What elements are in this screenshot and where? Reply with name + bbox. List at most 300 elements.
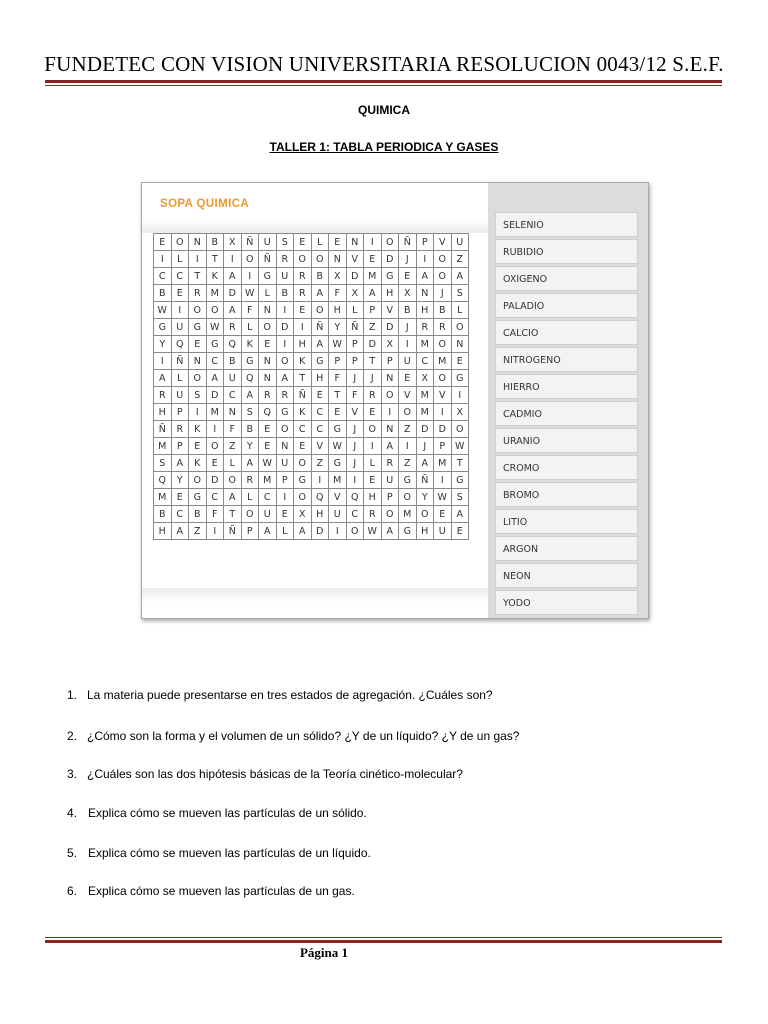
grid-cell: O [381,506,399,523]
grid-cell: I [416,251,434,268]
grid-cell: Ñ [311,319,329,336]
grid-cell: A [451,506,469,523]
grid-cell: O [451,319,469,336]
grid-cell: R [241,472,259,489]
grid-cell: P [416,234,434,251]
grid-cell: C [259,489,277,506]
grid-cell: E [364,251,382,268]
grid-cell: E [171,489,189,506]
grid-cell: I [399,336,417,353]
grid-cell: D [276,319,294,336]
grid-cell: O [294,251,312,268]
puzzle-title: SOPA QUIMICA [160,198,250,210]
grid-cell: A [206,370,224,387]
grid-cell: N [276,438,294,455]
grid-cell: B [206,234,224,251]
grid-cell: G [206,336,224,353]
grid-cell: Ñ [224,523,242,540]
word-list-item: OXIGENO [495,266,638,291]
grid-cell: O [276,421,294,438]
word-list-item: SELENIO [495,212,638,237]
grid-row [154,404,469,421]
grid-cell: B [241,421,259,438]
grid-cell: L [364,455,382,472]
grid-row [154,387,469,404]
grid-cell: E [171,285,189,302]
grid-cell: A [294,523,312,540]
grid-cell: H [364,489,382,506]
grid-row [154,472,469,489]
workshop-title-text: TALLER 1: TABLA PERIODICA Y GASES [269,140,499,154]
grid-cell: K [294,404,312,421]
grid-cell: R [294,268,312,285]
grid-cell: L [259,285,277,302]
grid-cell: O [294,455,312,472]
grid-cell: I [276,336,294,353]
grid-cell: R [294,285,312,302]
word-list-item: YODO [495,590,638,615]
grid-cell: N [224,404,242,421]
grid-cell: L [171,251,189,268]
grid-cell: I [346,472,364,489]
grid-cell: H [294,336,312,353]
grid-row [154,506,469,523]
grid-cell: H [416,302,434,319]
grid-cell: C [416,353,434,370]
grid-cell: S [276,234,294,251]
word-list-item: CADMIO [495,401,638,426]
grid-cell: B [154,285,172,302]
grid-row [154,523,469,540]
grid-cell: O [434,370,452,387]
grid-cell: O [259,319,277,336]
grid-cell: M [259,472,277,489]
grid-cell: G [329,455,347,472]
grid-cell: T [206,251,224,268]
grid-cell: I [189,404,207,421]
grid-cell: G [259,268,277,285]
grid-cell: L [451,302,469,319]
grid-cell: I [381,404,399,421]
grid-cell: B [276,285,294,302]
grid-cell: V [346,251,364,268]
grid-cell: E [451,523,469,540]
grid-cell: E [206,455,224,472]
grid-cell: R [276,387,294,404]
panel-shading-top [142,219,488,233]
grid-cell: C [154,268,172,285]
grid-cell: P [346,353,364,370]
grid-cell: U [329,506,347,523]
grid-cell: Q [241,370,259,387]
grid-cell: N [381,370,399,387]
grid-cell: E [399,268,417,285]
grid-cell: J [364,370,382,387]
grid-cell: A [416,268,434,285]
grid-cell: Y [416,489,434,506]
grid-cell: S [189,387,207,404]
grid-row [154,302,469,319]
grid-cell: F [329,285,347,302]
grid-cell: E [329,234,347,251]
grid-cell: P [241,523,259,540]
grid-cell: U [171,319,189,336]
grid-cell: O [381,234,399,251]
grid-cell: C [311,404,329,421]
grid-cell: P [276,472,294,489]
grid-cell: E [189,438,207,455]
question-text: ¿Cómo son la forma y el volumen de un sólido? ¿Y de un líquido? ¿Y de un gas? [87,729,520,743]
grid-cell: E [451,353,469,370]
grid-cell: C [311,421,329,438]
grid-cell: J [399,251,417,268]
grid-cell: W [259,455,277,472]
grid-cell: Ñ [416,472,434,489]
panel-shading-bottom [142,588,488,602]
grid-cell: R [189,285,207,302]
word-list-item: NITROGENO [495,347,638,372]
grid-cell: V [346,404,364,421]
letter-grid [153,233,469,540]
question-number: 5. [67,846,78,860]
grid-cell: L [241,489,259,506]
grid-cell: R [434,319,452,336]
grid-row [154,438,469,455]
grid-cell: L [171,370,189,387]
grid-cell: N [451,336,469,353]
word-list-item: PALADIO [495,293,638,318]
grid-cell: D [416,421,434,438]
grid-cell: A [311,336,329,353]
grid-cell: B [434,302,452,319]
grid-cell: E [364,472,382,489]
grid-cell: G [399,523,417,540]
grid-cell: N [189,234,207,251]
grid-cell: K [241,336,259,353]
grid-cell: R [416,319,434,336]
grid-cell: W [364,523,382,540]
grid-cell: W [206,319,224,336]
grid-cell: C [224,387,242,404]
grid-cell: P [381,353,399,370]
grid-cell: I [329,523,347,540]
grid-cell: O [206,438,224,455]
word-list-item: CROMO [495,455,638,480]
grid-cell: Q [259,404,277,421]
grid-cell: M [434,455,452,472]
grid-cell: I [224,251,242,268]
grid-cell: S [451,285,469,302]
grid-cell: O [451,421,469,438]
grid-cell: A [241,455,259,472]
grid-cell: L [241,319,259,336]
grid-cell: T [451,455,469,472]
grid-cell: U [259,506,277,523]
grid-cell: L [276,523,294,540]
grid-cell: O [189,370,207,387]
grid-cell: N [381,421,399,438]
word-list [495,212,638,617]
grid-cell: F [346,387,364,404]
grid-row [154,353,469,370]
grid-cell: J [346,438,364,455]
grid-cell: I [451,387,469,404]
grid-cell: O [224,472,242,489]
question-item [67,806,367,820]
grid-row [154,421,469,438]
grid-cell: A [276,370,294,387]
question-number: 3. [67,767,78,781]
grid-cell: X [416,370,434,387]
grid-cell: P [346,336,364,353]
grid-cell: Y [154,336,172,353]
grid-cell: D [311,523,329,540]
grid-cell: N [189,353,207,370]
question-number: 2. [67,729,78,743]
grid-cell: B [224,353,242,370]
grid-cell: Q [154,472,172,489]
grid-cell: I [154,353,172,370]
grid-cell: Ñ [346,319,364,336]
grid-cell: V [311,438,329,455]
grid-cell: Ñ [259,251,277,268]
grid-cell: K [206,268,224,285]
question-item [67,729,519,743]
grid-cell: P [434,438,452,455]
grid-cell: B [189,506,207,523]
grid-cell: A [224,268,242,285]
grid-cell: V [434,234,452,251]
grid-cell: R [276,251,294,268]
grid-cell: W [241,285,259,302]
grid-cell: I [276,489,294,506]
footer-rule [45,937,722,943]
grid-cell: A [311,285,329,302]
grid-cell: U [276,268,294,285]
grid-cell: O [241,506,259,523]
grid-cell: O [171,234,189,251]
grid-cell: A [171,523,189,540]
grid-cell: I [364,438,382,455]
grid-cell: Z [451,251,469,268]
grid-cell: M [416,336,434,353]
grid-cell: H [154,404,172,421]
grid-cell: U [224,370,242,387]
grid-cell: O [381,387,399,404]
grid-cell: I [434,404,452,421]
grid-cell: T [189,268,207,285]
grid-cell: O [399,404,417,421]
grid-cell: G [451,370,469,387]
grid-cell: O [189,472,207,489]
grid-cell: G [189,489,207,506]
grid-cell: K [189,421,207,438]
word-list-panel [488,183,648,618]
grid-cell: I [189,251,207,268]
grid-cell: D [381,319,399,336]
question-item [67,767,463,781]
grid-cell: A [381,523,399,540]
grid-cell: Q [311,489,329,506]
grid-cell: P [171,438,189,455]
grid-cell: M [416,387,434,404]
grid-cell: O [399,489,417,506]
grid-cell: K [294,353,312,370]
grid-cell: M [154,489,172,506]
grid-cell: Y [171,472,189,489]
grid-cell: E [259,336,277,353]
grid-cell: U [381,472,399,489]
grid-cell: J [434,285,452,302]
subject-title: QUIMICA [358,103,410,117]
grid-cell: U [399,353,417,370]
grid-cell: A [451,268,469,285]
grid-cell: H [381,285,399,302]
grid-cell: E [294,302,312,319]
grid-cell: V [329,489,347,506]
grid-cell: G [381,268,399,285]
grid-cell: Ñ [154,421,172,438]
grid-row [154,268,469,285]
grid-cell: T [329,387,347,404]
grid-cell: X [451,404,469,421]
grid-cell: I [276,302,294,319]
grid-cell: R [259,387,277,404]
grid-cell: I [364,234,382,251]
grid-cell: O [416,506,434,523]
grid-cell: M [416,404,434,421]
word-list-item: LITIO [495,509,638,534]
grid-cell: T [224,506,242,523]
grid-cell: S [241,404,259,421]
grid-cell: E [294,234,312,251]
grid-cell: J [346,421,364,438]
grid-cell: G [329,421,347,438]
grid-cell: X [294,506,312,523]
grid-cell: A [364,285,382,302]
grid-cell: Z [224,438,242,455]
grid-cell: L [311,234,329,251]
grid-cell: H [311,506,329,523]
grid-cell: Z [364,319,382,336]
grid-cell: I [311,472,329,489]
grid-cell: D [206,387,224,404]
grid-cell: H [329,302,347,319]
grid-cell: B [311,268,329,285]
question-text: Explica cómo se mueven las partículas de un gas. [88,884,355,898]
grid-cell: Q [224,336,242,353]
document-header-title: FUNDETEC CON VISION UNIVERSITARIA RESOLUCION 0043/12 S.E.F. [44,52,724,76]
grid-cell: G [241,353,259,370]
word-list-item: BROMO [495,482,638,507]
grid-cell: M [399,506,417,523]
grid-row [154,234,469,251]
word-list-item: URANIO [495,428,638,453]
grid-cell: X [381,336,399,353]
grid-cell: I [154,251,172,268]
grid-row [154,489,469,506]
grid-cell: G [451,472,469,489]
grid-cell: R [171,421,189,438]
grid-cell: D [346,268,364,285]
grid-cell: A [171,455,189,472]
grid-cell: Ñ [294,387,312,404]
grid-cell: C [206,353,224,370]
grid-cell: P [381,489,399,506]
grid-cell: O [276,353,294,370]
question-text: Explica cómo se mueven las partículas de un sólido. [88,806,367,820]
grid-cell: R [224,319,242,336]
grid-cell: D [224,285,242,302]
grid-cell: I [206,421,224,438]
grid-cell: O [434,268,452,285]
grid-cell: O [346,523,364,540]
grid-cell: A [224,489,242,506]
grid-cell: F [241,302,259,319]
question-text: La materia puede presentarse en tres estados de agregación. ¿Cuáles son? [87,688,493,702]
grid-cell: Q [171,336,189,353]
question-number: 1. [67,688,78,702]
grid-cell: O [241,251,259,268]
grid-cell: V [399,387,417,404]
grid-cell: X [346,285,364,302]
grid-cell: H [154,523,172,540]
grid-cell: V [434,387,452,404]
grid-cell: J [416,438,434,455]
grid-cell: A [224,302,242,319]
grid-cell: W [154,302,172,319]
grid-cell: U [171,387,189,404]
grid-cell: I [434,472,452,489]
grid-cell: Y [329,319,347,336]
grid-cell: E [329,404,347,421]
grid-cell: Y [241,438,259,455]
grid-row [154,285,469,302]
grid-cell: E [294,438,312,455]
grid-cell: D [206,472,224,489]
grid-cell: D [434,421,452,438]
grid-cell: M [206,285,224,302]
grid-cell: V [381,302,399,319]
grid-cell: A [381,438,399,455]
grid-cell: W [329,336,347,353]
puzzle-grid-panel [142,183,488,618]
question-number: 6. [67,884,78,898]
grid-cell: A [416,455,434,472]
grid-row [154,455,469,472]
grid-cell: O [434,336,452,353]
grid-cell: D [381,251,399,268]
grid-cell: O [311,251,329,268]
grid-cell: G [294,472,312,489]
question-item [67,846,371,860]
question-item [67,884,355,898]
grid-cell: P [364,302,382,319]
header-rule [45,80,722,86]
grid-cell: W [451,438,469,455]
grid-cell: I [171,302,189,319]
grid-cell: S [451,489,469,506]
grid-row [154,370,469,387]
word-list-item: CALCIO [495,320,638,345]
grid-cell: U [259,234,277,251]
grid-cell: N [259,370,277,387]
grid-cell: G [276,404,294,421]
grid-cell: Z [399,421,417,438]
grid-row [154,336,469,353]
grid-cell: J [346,455,364,472]
workshop-title [0,140,768,154]
